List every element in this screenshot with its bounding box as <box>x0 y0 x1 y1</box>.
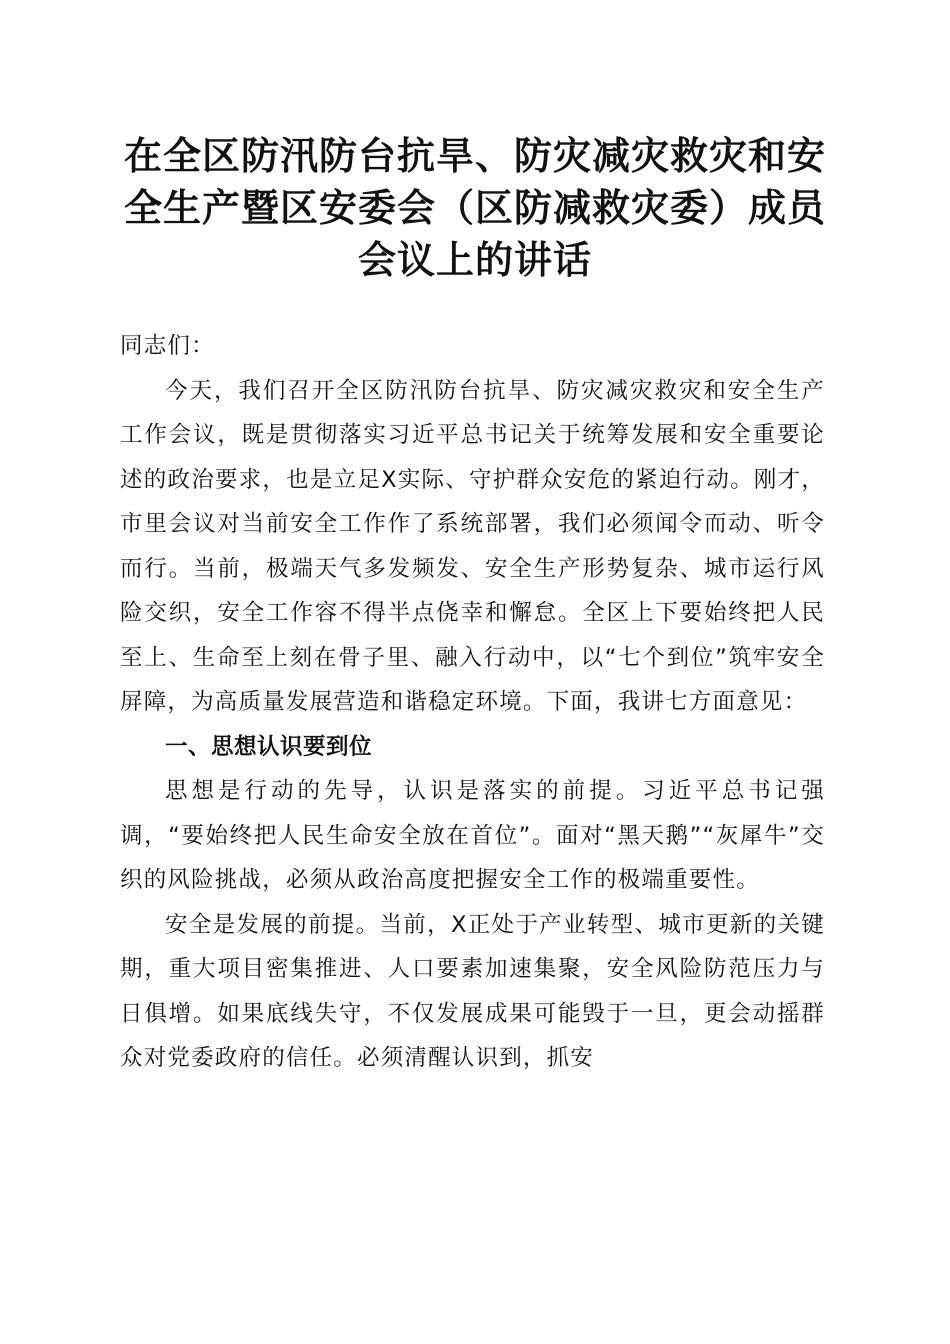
document-title: 在全区防汛防台抗旱、防灾减灾救灾和安全生产暨区安委会（区防减救灾委）成员会议上的讲话 <box>123 133 826 282</box>
intro-paragraph: 今天，我们召开全区防汛防台抗旱、防灾减灾救灾和安全生产工作会议，既是贯彻落实习近平总书记关于统筹发展和安全重要论述的政治要求，也是立足X实际、守护群众安危的紧迫行动。刚才，市里会议对当前安全工作作了系统部署，我们必须闻令而动、听令而行。当前，极端天气多发频发、安全生产形势复杂、城市运行风险交织，安全工作容不得半点侥幸和懈怠。全区上下要始终把人民至上、生命至上刻在骨子里、融入行动中，以“七个到位”筑牢安全屏障，为高质量发展营造和谐稳定环境。下面，我讲七方面意见： <box>120 377 825 715</box>
section-paragraph: 思想是行动的先导，认识是落实的前提。习近平总书记强调，“要始终把人民生命安全放在首位”。面对“黑天鹅”“灰犀牛”交织的风险挑战，必须从政治高度把握安全工作的极端重要性。 <box>120 778 825 893</box>
section-paragraph: 安全是发展的前提。当前，X正处于产业转型、城市更新的关键期，重大项目密集推进、人口要素加速集聚，安全风险防范压力与日俱增。如果底线失守，不仅发展成果可能毁于一旦，更会动摇群众对党委政府的信任。必须清醒认识到，抓安 <box>120 911 825 1071</box>
document-body <box>120 324 825 1081</box>
salutation: 同志们： <box>120 333 215 359</box>
section-heading: 一、思想认识要到位 <box>165 733 373 760</box>
